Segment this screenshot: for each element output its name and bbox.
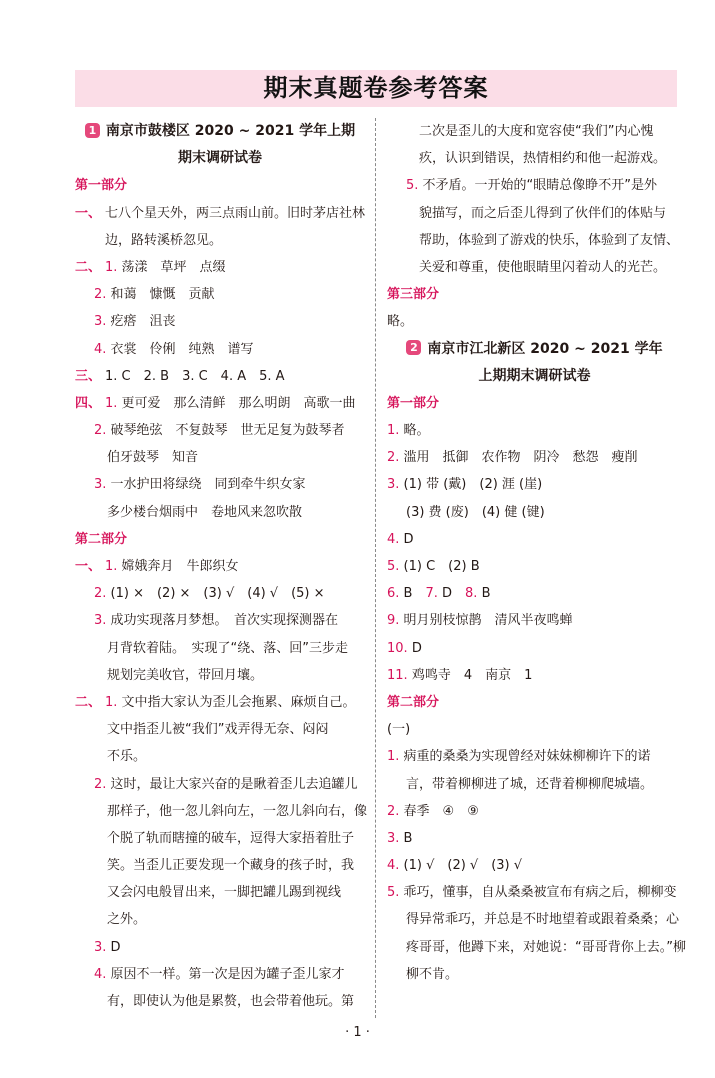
answer-line (75, 580, 365, 607)
answer-text: 乖巧，懂事，自从桑桑被宣布有病之后，柳柳变 (403, 885, 677, 901)
answer-text: D (110, 939, 121, 955)
q-num: 7. (425, 586, 438, 602)
column-divider (375, 118, 376, 1018)
answer-line: 略。 (387, 314, 414, 330)
q-lead: 二、 (75, 259, 102, 275)
answer-line: 个脱了轨而瞎撞的破车，逗得大家捂着肚子 (107, 830, 355, 846)
answer-line: 那样子，他一忽儿斜向左，一忽儿斜向右，像 (107, 803, 368, 819)
paper2-part2-heading: 第二部分 (387, 694, 440, 710)
q-num: 1. (105, 694, 118, 710)
paper1-title-line1: 南京市鼓楼区 2020 ~ 2021 学年上期 (105, 123, 356, 139)
answer-line: 多少楼台烟雨中 卷地风来忽吹散 (107, 504, 303, 520)
q-lead: 一、 (75, 559, 102, 574)
q-num: 1. (105, 259, 118, 275)
answer-line (387, 553, 682, 580)
q-num: 3. (94, 613, 107, 629)
q-num: 4. (94, 341, 107, 357)
answer-line (387, 444, 682, 471)
subsection-label: (一) (387, 722, 411, 738)
answer-text: 破琴绝弦 不复鼓琴 世无足复为鼓琴者 (110, 423, 345, 439)
answer-line (387, 607, 682, 634)
answer-line: 又会闪电般冒出来，一脚把罐儿踢到视线 (107, 885, 342, 901)
answer-line (75, 254, 365, 281)
answer-line: 言，带着柳柳进了城，还背着柳柳爬城墙。 (406, 776, 654, 792)
answer-text: B (481, 586, 491, 602)
left-column (75, 118, 368, 1015)
answer-text: D (403, 531, 414, 547)
answer-line (75, 471, 365, 498)
q-num: 1. (105, 395, 118, 411)
answer-line: 疚，认识到错误，热情相约和他一起游戏。 (419, 151, 667, 167)
answer-text: (1) C (2) B (403, 559, 480, 574)
answer-line: 帮助，体验到了游戏的快乐，体验到了友情、 (419, 232, 680, 248)
answer-text: (1) √ (2) √ (3) √ (403, 858, 523, 874)
q-num: 2. (94, 586, 107, 602)
q-num: 3. (94, 939, 107, 955)
part3-heading: 第三部分 (387, 287, 440, 303)
answer-line: 有，即使认为他是累赘，也会带着他玩。第 (107, 994, 355, 1009)
answer-line (75, 390, 365, 417)
q-num: 4. (387, 858, 400, 874)
q-num: 11. (387, 667, 408, 683)
answer-text: 荡漾 草坪 点缀 (121, 259, 226, 275)
paper2-title (387, 336, 682, 363)
answer-line: 柳不肯。 (406, 966, 459, 982)
q-num: 1. (105, 559, 118, 574)
title-banner (75, 70, 677, 107)
q-num: 5. (406, 178, 419, 194)
answer-line (387, 662, 682, 689)
answer-line (387, 471, 682, 498)
answer-text: 明月别枝惊鹊 清风半夜鸣蝉 (403, 613, 573, 629)
answer-text: 鸡鸣寺 4 南京 1 (411, 667, 533, 683)
answer-text: 春季 ④ ⑨ (403, 803, 479, 819)
paper1-title (75, 118, 365, 145)
paper2-part1-heading: 第一部分 (387, 395, 440, 411)
paper2-badge: 2 (406, 340, 421, 355)
q-num: 3. (387, 477, 400, 493)
paper2-title-line1: 南京市江北新区 2020 ~ 2021 学年 (427, 340, 663, 357)
answer-text: 1. C 2. B 3. C 4. A 5. A (105, 368, 285, 384)
right-column (387, 118, 686, 988)
answer-text: (1) × (2) × (3) √ (4) √ (5) × (110, 586, 325, 602)
answer-line (75, 961, 365, 988)
page-title: 期末真题卷参考答案 (263, 74, 489, 102)
answer-text: 不矛盾。一开始的“眼睛总像睁不开”是外 (422, 178, 658, 194)
answer-line (387, 580, 682, 607)
answer-line (387, 417, 682, 444)
answer-line: 不乐。 (107, 749, 147, 765)
paper1-part1-heading: 第一部分 (75, 178, 128, 194)
q-num: 4. (387, 531, 400, 547)
answer-text: 略。 (403, 423, 430, 439)
paper2-title-line2: 上期期末调研试卷 (478, 367, 591, 384)
answer-line (75, 363, 365, 390)
answer-line (75, 689, 365, 716)
answer-line (75, 200, 365, 227)
q-lead: 二、 (75, 694, 102, 710)
paper1-title-line2: 期末调研试卷 (178, 150, 262, 167)
answer-line (75, 308, 365, 335)
answer-line (387, 798, 682, 825)
q-num: 8. (465, 586, 478, 602)
q-lead: 一、 (75, 205, 102, 221)
answer-line (387, 526, 682, 553)
q-lead: 四、 (75, 395, 102, 411)
paper1-part2-heading: 第二部分 (75, 531, 128, 547)
q-num: 6. (387, 586, 400, 602)
answer-text: 更可爱 那么清鲜 那么明朗 高歌一曲 (121, 395, 356, 411)
answer-line (75, 553, 365, 580)
answer-line: 边，路转溪桥忽见。 (105, 232, 223, 248)
answer-line (387, 172, 682, 199)
answer-text: B (403, 830, 413, 846)
answer-text: 滥用 抵御 农作物 阴冷 愁怨 瘦削 (403, 450, 638, 466)
q-num: 3. (387, 830, 400, 846)
answer-text: 疙瘩 沮丧 (110, 314, 176, 330)
answer-text: 嫦娥奔月 牛郎织女 (121, 559, 239, 574)
answer-line: 之外。 (107, 912, 147, 928)
answer-line (75, 771, 365, 798)
page-number: · 1 · (345, 1025, 370, 1040)
answer-line: (3) 费 (废) (4) 健 (键) (406, 504, 545, 520)
answer-line (387, 743, 682, 770)
answer-line (75, 934, 365, 961)
q-num: 2. (387, 803, 400, 819)
q-num: 1. (387, 423, 400, 439)
q-num: 2. (94, 776, 107, 792)
answer-line (387, 635, 682, 662)
answer-text: 成功实现落月梦想。 首次实现探测器在 (110, 613, 339, 629)
answer-line: 月背软着陆。 实现了“绕、落、回”三步走 (107, 640, 348, 656)
answer-line (75, 607, 365, 634)
answer-text: 这时，最让大家兴奋的是瞅着歪儿去追罐儿 (110, 776, 358, 792)
answer-line (75, 417, 365, 444)
answer-text: 七八个星天外，两三点雨山前。旧时茅店社林 (105, 205, 366, 221)
answer-line: 关爱和尊重，使他眼睛里闪着动人的光芒。 (419, 259, 667, 275)
answer-line (387, 825, 682, 852)
answer-text: 和蔼 慷慨 贡献 (110, 287, 215, 303)
answer-text: 文中指大家认为歪儿会拖累、麻烦自己。 (121, 694, 356, 710)
answer-line: 貌描写，而之后歪儿得到了伙伴们的体贴与 (419, 205, 667, 221)
answer-line (75, 281, 365, 308)
q-num: 4. (94, 966, 107, 982)
answer-line (75, 336, 365, 363)
answer-text: D (411, 640, 422, 656)
q-num: 5. (387, 559, 400, 574)
paper1-badge: 1 (85, 123, 100, 138)
q-num: 9. (387, 613, 400, 629)
answer-text: 病重的桑桑为实现曾经对妹妹柳柳许下的诺 (403, 749, 651, 765)
answer-line: 疼哥哥，他蹲下来，对她说：“哥哥背你上去。”柳 (406, 939, 686, 955)
answer-text: 原因不一样。第一次是因为罐子歪儿家才 (110, 966, 345, 982)
q-lead: 三、 (75, 368, 102, 384)
q-num: 3. (94, 477, 107, 493)
answer-text: D (442, 586, 466, 602)
q-num: 10. (387, 640, 408, 656)
answer-line: 文中指歪儿被“我们”戏弄得无奈、闷闷 (107, 722, 329, 738)
answer-text: B (403, 586, 426, 602)
answer-line: 二次是歪儿的大度和宽容使“我们”内心愧 (419, 124, 654, 139)
q-num: 2. (94, 423, 107, 439)
answer-text: (1) 带 (戴) (2) 涯 (崖) (403, 477, 543, 493)
answer-line: 笑。当歪儿正要发现一个藏身的孩子时，我 (107, 858, 355, 874)
answer-line (387, 852, 682, 879)
answer-line: 得异常乖巧，并总是不时地望着或跟着桑桑；心 (406, 912, 680, 928)
q-num: 2. (94, 287, 107, 303)
q-num: 2. (387, 450, 400, 466)
q-num: 1. (387, 749, 400, 765)
answer-line: 伯牙鼓琴 知音 (107, 450, 199, 466)
answer-text: 衣裳 伶俐 纯熟 谱写 (110, 341, 254, 357)
answer-line (387, 879, 682, 906)
answer-line: 规划完美收官，带回月壤。 (107, 667, 264, 683)
answer-text: 一水护田将绿绕 同到牵牛织女家 (110, 477, 306, 493)
q-num: 3. (94, 314, 107, 330)
q-num: 5. (387, 885, 400, 901)
